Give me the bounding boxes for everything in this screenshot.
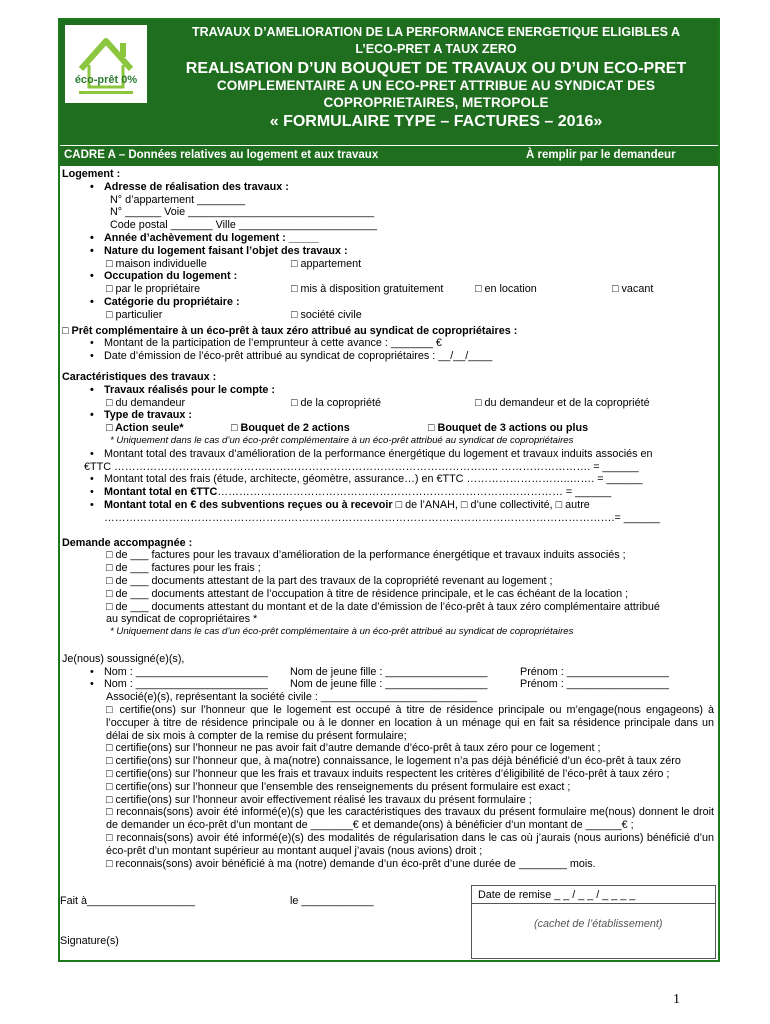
nom-field-2[interactable]: Nom : ______________________ <box>104 678 268 691</box>
occupation-options <box>62 283 714 296</box>
demande-footnote: * Uniquement dans le cas d’un éco-prêt complémentaire à un éco-prêt attribué au syndicat de copropriétaires <box>110 626 574 638</box>
cachet-box <box>471 885 716 959</box>
declaration-intro: Je(nous) soussigné(e)(s), <box>62 652 185 665</box>
montant-total-label: Montant total en €TTC <box>104 486 218 499</box>
header-line-3: REALISATION D’UN BOUQUET DE TRAVAUX OU D’UN ECO-PRET <box>185 60 687 77</box>
certif-realise[interactable]: □ certifie(ons) sur l’honneur avoir effectivement réalisé les travaux du présent formulaire ; <box>106 793 532 806</box>
header-line-6: « FORMULAIRE TYPE – FACTURES – 2016» <box>269 113 603 130</box>
compte-demandeur-checkbox[interactable]: □ du demandeur <box>106 396 186 409</box>
certif-deja-beneficie[interactable]: □ certifie(ons) sur l’honneur que, à ma(notre) connaissance, le logement n’a pas déjà bénéficié d’un éco-prêt à taux zéro <box>106 755 681 768</box>
reconnais-montant[interactable]: □ reconnais(sons) avoir été informé(e)(s) que les caractéristiques des travaux du présent formulaire me(nous) donnent le droit de demander un éco-prêt d’un montant de _______€ et demande(ons) à bénéficier d’un montant de ______€ ; <box>106 806 714 832</box>
form-frame <box>58 18 720 962</box>
pret-date-field[interactable]: • Date d’émission de l’éco-prêt attribué au syndicat de copropriétaires : __/__/____ <box>62 350 714 363</box>
eco-pret-logo <box>65 25 147 103</box>
date-remise-field[interactable]: Date de remise _ _ / _ _ / _ _ _ _ <box>478 889 636 901</box>
subventions-amount[interactable]: …………………………………………………………………………………………………………………………….= ______ <box>104 511 660 524</box>
header-line-4: COMPLEMENTAIRE A UN ECO-PRET ATTRIBUE AU SYNDICAT DES <box>216 78 656 93</box>
signature-label: Signature(s) <box>60 935 119 947</box>
demande-title: Demande accompagnée : <box>62 536 193 549</box>
jeune-fille-field-2[interactable]: Nom de jeune fille : _________________ <box>290 678 488 691</box>
occupation-label: • Occupation du logement : <box>62 270 714 283</box>
page-number: 1 <box>673 992 680 1007</box>
action-seule-checkbox[interactable]: □ Action seule* <box>106 422 184 435</box>
logo-text: éco-prêt 0% <box>74 74 138 86</box>
bouquet-3-checkbox[interactable]: □ Bouquet de 3 actions ou plus <box>428 422 589 435</box>
form-content <box>62 168 714 870</box>
categorie-label: • Catégorie du propriétaire : <box>62 296 714 309</box>
type-footnote: * Uniquement dans le cas d’un éco-prêt complémentaire à un éco-prêt attribué au syndicat de copropriétaires <box>110 434 574 446</box>
reconnais-duree[interactable]: □ reconnais(sons) avoir bénéficié à ma (notre) demande d’un éco-prêt d’une durée de ________ mois. <box>106 857 596 870</box>
logement-title: Logement : <box>62 168 121 180</box>
nature-options <box>62 258 714 271</box>
cachet-label: (cachet de l’établissement) <box>534 918 663 930</box>
subventions-options[interactable]: □ de l’ANAH, □ d’une collectivité, □ autre <box>392 498 590 511</box>
cadre-a-bar <box>60 146 718 166</box>
subventions-field[interactable] <box>62 499 714 512</box>
adresse-label: • Adresse de réalisation des travaux : <box>62 181 714 194</box>
certif-autre-demande[interactable]: □ certifie(ons) sur l’honneur ne pas avoir fait d’autre demande d’éco-prêt à taux zéro pour ce logement ; <box>106 742 601 755</box>
prenom-field-2[interactable]: Prénom : _________________ <box>520 678 669 691</box>
occ-gratuit-checkbox[interactable]: □ mis à disposition gratuitement <box>291 283 444 296</box>
nature-label: • Nature du logement faisant l’objet des travaux : <box>62 245 714 258</box>
demande-docs-occupation[interactable]: □ de ___ documents attestant de l’occupation à titre de résidence principale, et le cas échéant de la location ; <box>106 587 629 600</box>
demande-factures-frais[interactable]: □ de ___ factures pour les frais ; <box>106 562 261 575</box>
occ-proprietaire-checkbox[interactable]: □ par le propriétaire <box>106 283 201 296</box>
occ-location-checkbox[interactable]: □ en location <box>475 283 537 296</box>
maison-checkbox[interactable]: □ maison individuelle <box>106 257 207 270</box>
certif-criteres[interactable]: □ certifie(ons) sur l’honneur que les frais et travaux induits respectent les critères d’éligibilité de l’éco-prêt à taux zéro ; <box>106 768 670 781</box>
appartement-checkbox[interactable]: □ appartement <box>291 257 362 270</box>
bouquet-2-checkbox[interactable]: □ Bouquet de 2 actions <box>231 422 350 435</box>
reconnais-regularisation[interactable]: □ reconnais(sons) avoir été informé(e)(s) des modalités de régularisation dans le cas où j’aurais (nous aurions) bénéficié d’un éco-prêt d’un montant supérieur au montant auquel j’avais (nous avions) droit ; <box>106 832 714 857</box>
montant-travaux-label: • Montant total des travaux d’amélioration de la performance énergétique du logement et travaux induits associés en <box>62 448 714 461</box>
header-line-2: L’ECO-PRET A TAUX ZERO <box>355 42 517 56</box>
travaux-title: Caractéristiques des travaux : <box>62 370 217 383</box>
cadre-a-instruction: À remplir par le demandeur <box>526 149 676 161</box>
demande-docs-copro[interactable]: □ de ___ documents attestant de la part des travaux de la copropriété revenant au logement ; <box>106 574 553 587</box>
realises-label: • Travaux réalisés pour le compte : <box>62 384 714 397</box>
demande-docs-montant[interactable]: □ de ___ documents attestant du montant et de la date d’émission de l’éco-prêt à taux zéro complémentaire attribué <box>106 600 660 613</box>
montant-frais-field[interactable]: • Montant total des frais (étude, architecte, géomètre, assurance…) en €TTC ………………………..……. = ______ <box>62 473 714 486</box>
categorie-options <box>62 309 714 322</box>
nom-row-1: • Nom : ______________________ Nom de jeune fille : _________________ Prénom : _________________ <box>90 665 669 678</box>
subventions-label: Montant total en € des subventions reçues ou à recevoir <box>104 498 393 511</box>
demande-factures-travaux[interactable]: □ de ___ factures pour les travaux d’amélioration de la performance énergétique et travaux induits associés ; <box>106 549 626 562</box>
montant-travaux-field[interactable]: €TTC …………………………………………………………………………………………….. ……………………. = ______ <box>84 460 639 473</box>
header-title <box>156 24 716 130</box>
realises-options <box>62 397 714 410</box>
occ-vacant-checkbox[interactable]: □ vacant <box>612 283 654 296</box>
cat-particulier-checkbox[interactable]: □ particulier <box>106 308 163 321</box>
cadre-a-title: CADRE A – Données relatives au logement et aux travaux <box>64 149 379 161</box>
header-line-5: COPROPRIETAIRES, METROPOLE <box>323 95 549 110</box>
compte-both-checkbox[interactable]: □ du demandeur et de la copropriété <box>475 396 650 409</box>
nom-field-1[interactable]: Nom : ______________________ <box>104 665 268 678</box>
annee-field[interactable]: • Année d’achèvement du logement : _____ <box>62 232 714 245</box>
voie-field[interactable]: N° ______ Voie _______________________________ <box>110 206 375 219</box>
jeune-fille-field-1[interactable]: Nom de jeune fille : _________________ <box>290 665 488 678</box>
compte-copro-checkbox[interactable]: □ de la copropriété <box>291 396 381 409</box>
type-options <box>62 422 714 435</box>
demande-docs-montant-cont: au syndicat de copropriétaires * <box>106 613 258 626</box>
nom-row-2: • Nom : ______________________ Nom de jeune fille : _________________ Prénom : _________________ <box>90 678 669 691</box>
ville-field[interactable]: Code postal _______ Ville _______________________ <box>110 219 377 232</box>
type-label: • Type de travaux : <box>62 409 714 422</box>
cat-societe-checkbox[interactable]: □ société civile <box>291 308 362 321</box>
form-header <box>60 20 718 145</box>
pret-montant-field[interactable]: • Montant de la participation de l’emprunteur à cette avance : _______ € <box>62 337 714 350</box>
certif-residence[interactable]: □ certifie(ons) sur l’honneur que le logement est occupé à titre de résidence principale ou m’engage(nous engageons) à l’occuper à titre de résidence principale ou à le donner en location à un ménage qui en fait sa résidence principale dans un délai de six mois à compter de la remise du présent formulaire; <box>106 704 714 742</box>
montant-total-field[interactable] <box>62 486 714 499</box>
header-line-1: TRAVAUX D’AMELIORATION DE LA PERFORMANCE ENERGETIQUE ELIGIBLES A <box>192 25 680 39</box>
certif-exact[interactable]: □ certifie(ons) sur l’honneur que l’ensemble des renseignements du présent formulaire est exact ; <box>106 780 571 793</box>
pret-title[interactable]: □ Prêt complémentaire à un éco-prêt à taux zéro attribué au syndicat de copropriétaires : <box>62 324 518 337</box>
prenom-field-1[interactable]: Prénom : _________________ <box>520 665 669 678</box>
associe-field[interactable]: Associé(e)(s), représentant la société civile : __________________________ <box>106 691 477 704</box>
date-field[interactable]: le ____________ <box>290 895 374 907</box>
fait-a-field[interactable]: Fait à__________________ <box>60 895 196 907</box>
appartement-field[interactable]: N° d’appartement ________ <box>110 193 246 206</box>
montant-total-dots: …………………………………………………………………………………… = ______ <box>217 486 612 499</box>
